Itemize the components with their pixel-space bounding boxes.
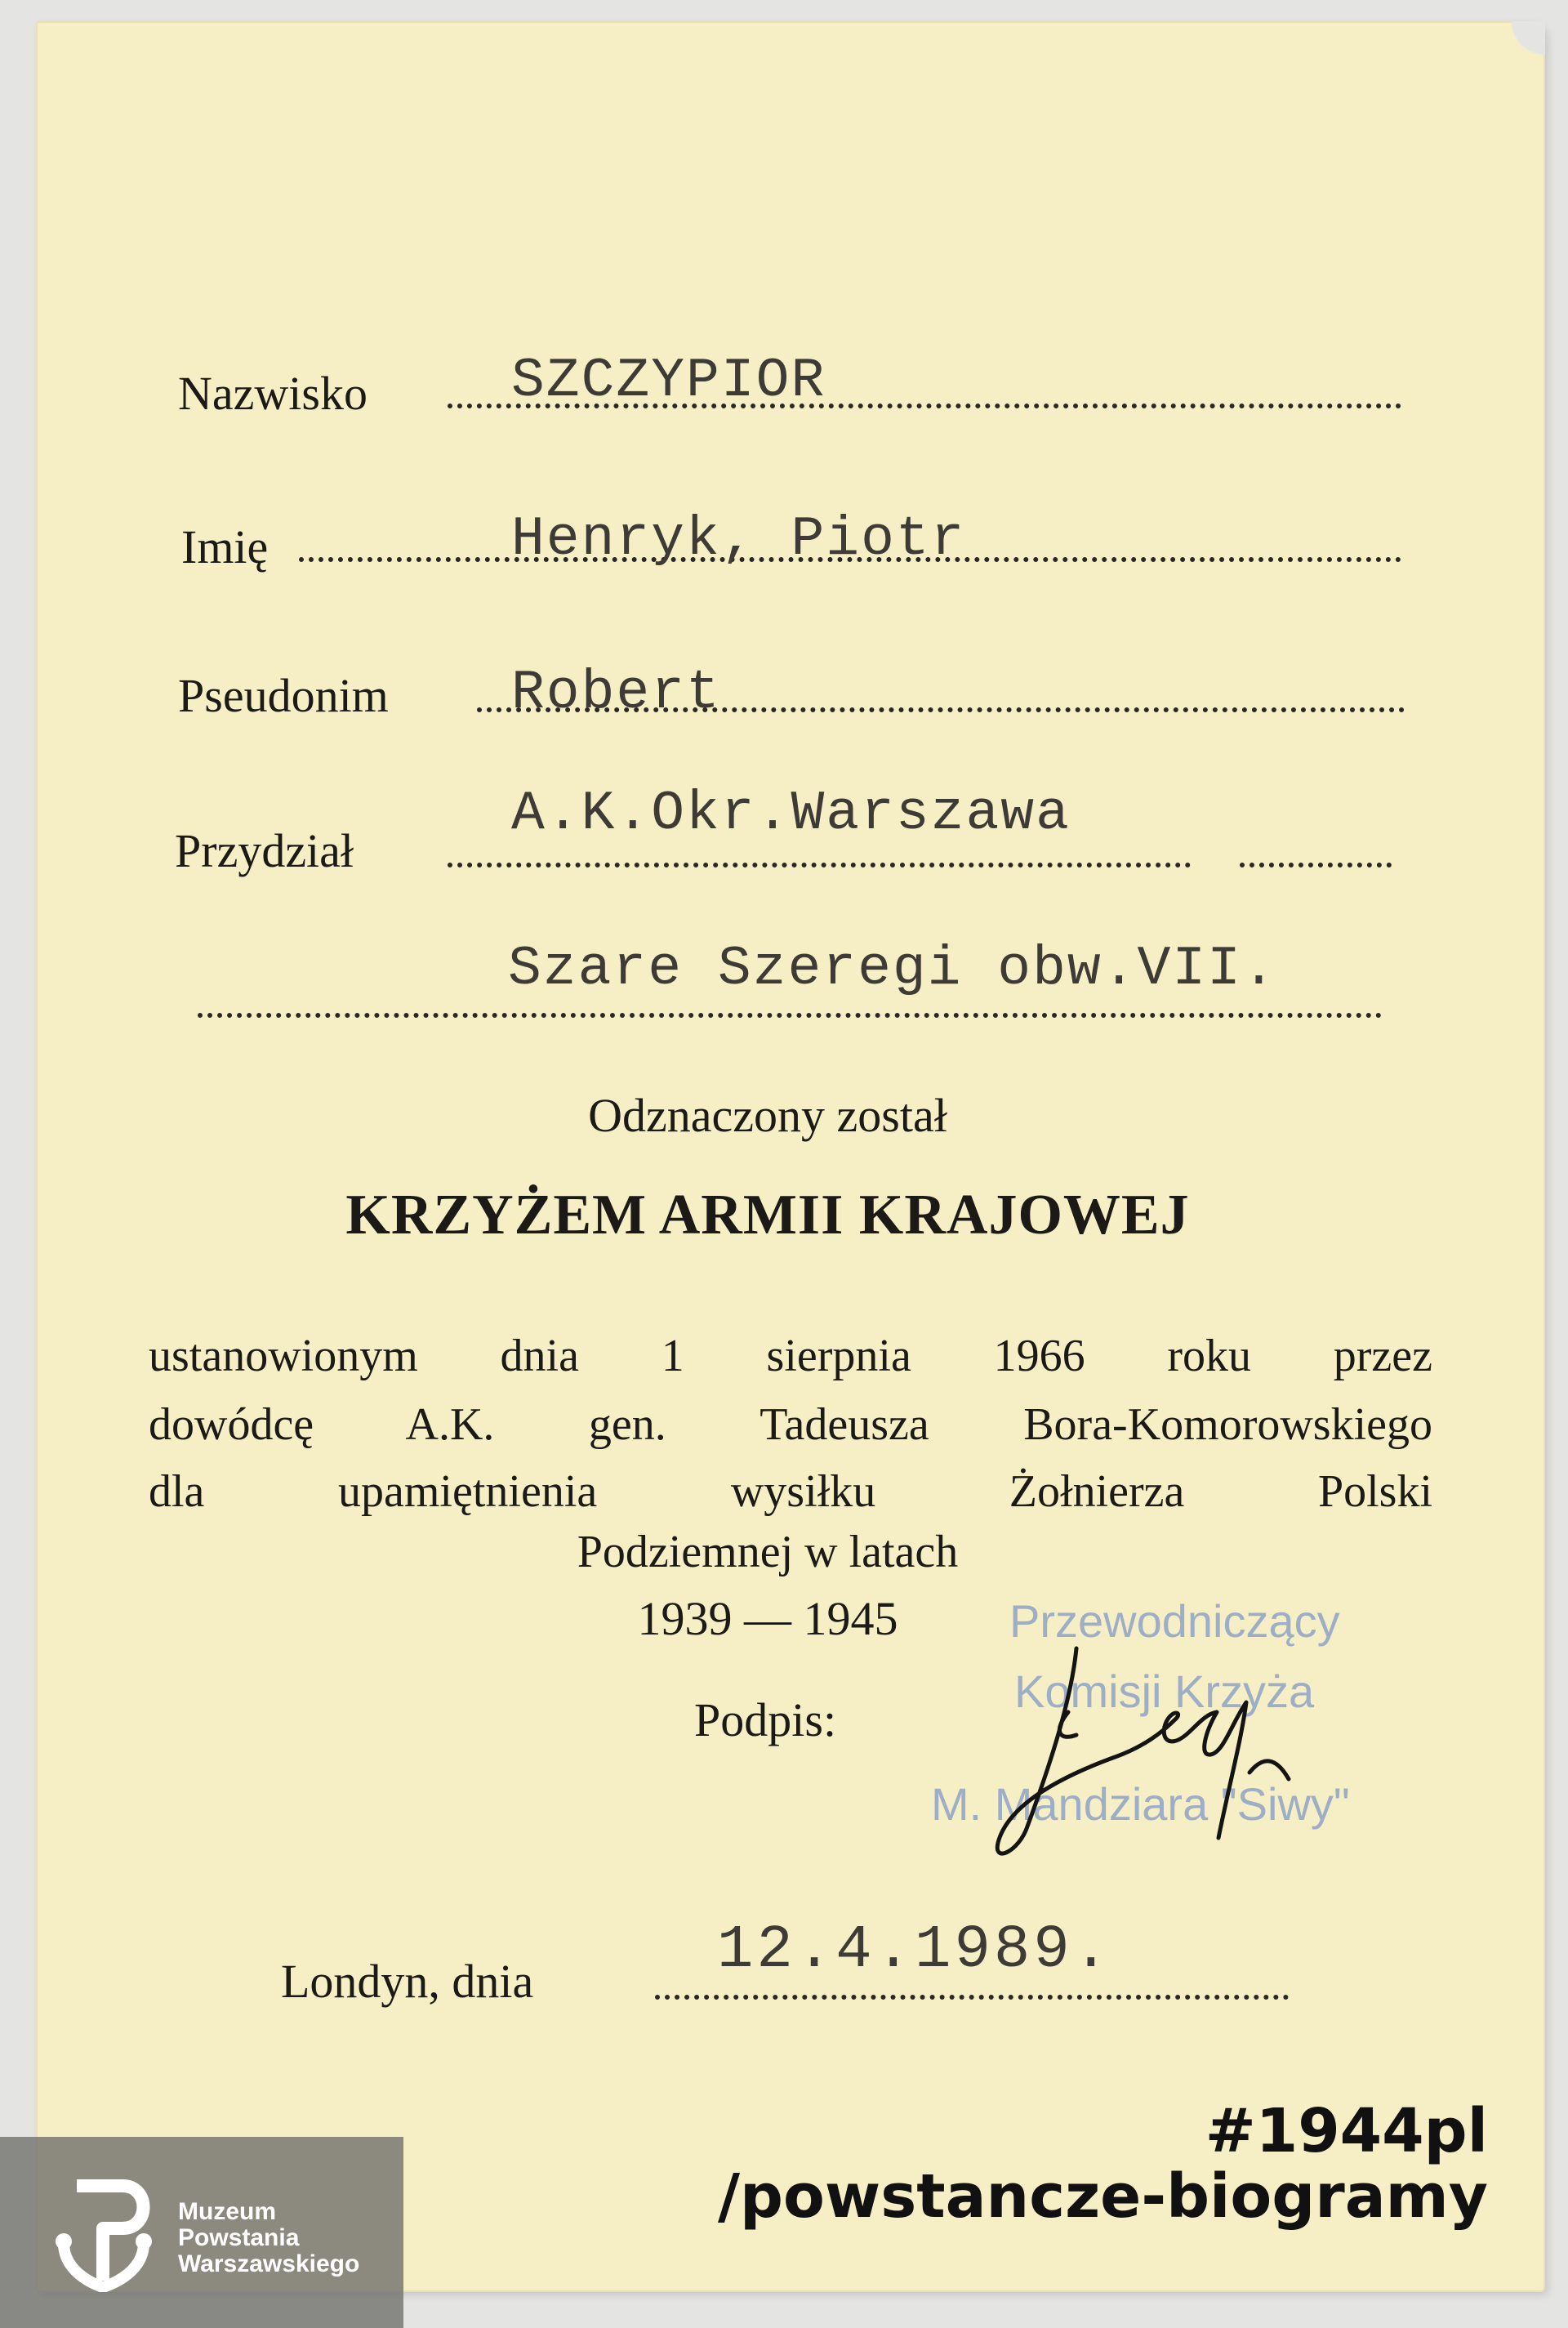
description-line-1: ustanowionym dnia 1 sierpnia 1966 roku przez — [149, 1331, 1432, 1381]
museum-logo-box — [0, 2137, 403, 2328]
description-line-4: Podziemnej w latach — [577, 1527, 959, 1577]
assignment-dotted-line1 — [448, 863, 1191, 867]
description-line-2: dowódcę A.K. gen. Tadeusza Bora-Komorowskiego — [149, 1399, 1432, 1450]
years-text: 1939 — 1945 — [637, 1592, 898, 1645]
pseudonym-value: Robert — [511, 662, 721, 725]
stamp-line-3: M. Mandziara "Siwy" — [931, 1778, 1350, 1830]
museum-logo-line-1: Muzeum — [178, 2198, 276, 2225]
assignment-value-line2: Szare Szeregi obw.VII. — [508, 938, 1277, 1001]
awarded-text: Odznaczony został — [588, 1089, 947, 1142]
museum-logo-line-3: Warszawskiego — [178, 2250, 360, 2277]
assignment-dotted-line1-tail — [1240, 863, 1392, 867]
stamp-line-1: Przewodniczący — [1009, 1595, 1340, 1647]
assignment-dotted-line2 — [198, 1013, 1382, 1018]
first-name-value: Henryk, Piotr — [511, 508, 966, 571]
biography-path-text: /powstancze-biogramy — [718, 2161, 1488, 2232]
first-name-label: Imię — [181, 520, 269, 573]
handwritten-signature-icon — [980, 1634, 1323, 1879]
assignment-value-line1: A.K.Okr.Warszawa — [511, 783, 1071, 845]
description-line-3: dla upamiętnienia wysiłku Żołnierza Polski — [149, 1466, 1432, 1517]
date-dotted-line — [655, 1995, 1289, 2000]
surname-label: Nazwisko — [178, 367, 368, 420]
signature-label: Podpis: — [694, 1693, 837, 1746]
museum-logo-line-2: Powstania — [178, 2224, 300, 2251]
pseudonym-label: Pseudonim — [178, 669, 389, 722]
award-name: KRZYŻEM ARMII KRAJOWEJ — [345, 1184, 1190, 1247]
surname-value: SZCZYPIOR — [511, 350, 826, 413]
stamp-line-2: Komisji Krzyża — [1014, 1666, 1315, 1717]
date-value: 12.4.1989. — [717, 1916, 1113, 1985]
place-date-label: Londyn, dnia — [281, 1955, 534, 2008]
assignment-label: Przydział — [175, 824, 354, 877]
hashtag-text: #1944pl — [1205, 2096, 1488, 2166]
polska-walczaca-anchor-icon — [52, 2178, 158, 2292]
